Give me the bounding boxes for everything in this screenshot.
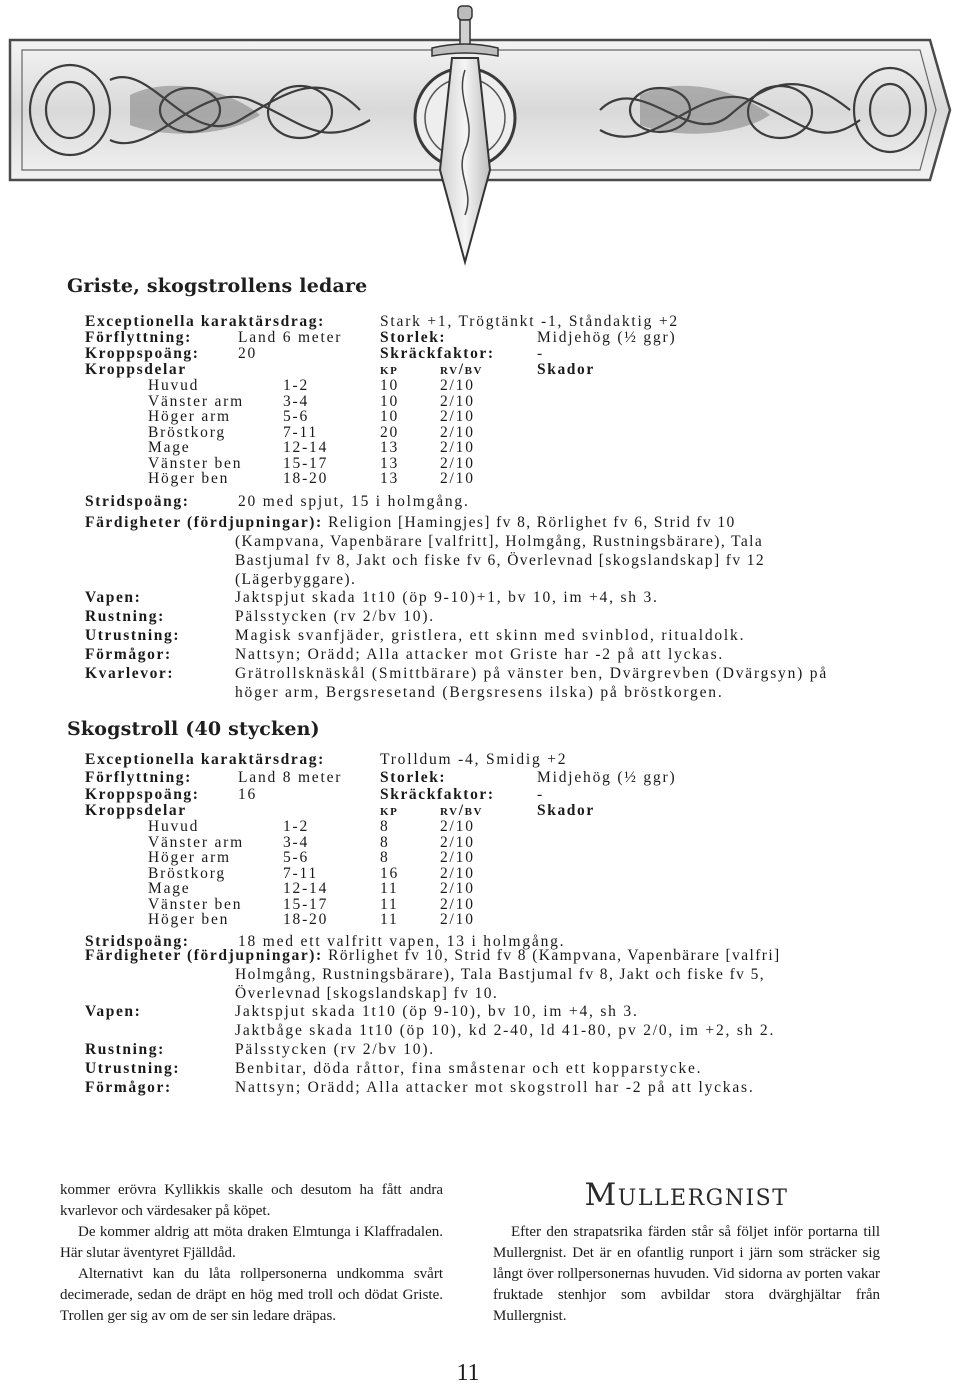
bodypart-rv: 2/10: [440, 454, 475, 472]
griste-skills-line: (Lägerbyggare).: [235, 571, 357, 588]
bodypart-range: 1-2: [283, 818, 310, 835]
bodypart-range: 18-20: [283, 470, 329, 487]
griste-remnants-label: Kvarlevor:: [85, 665, 175, 682]
griste-combat-value: 20 med spjut, 15 i holmgång.: [238, 493, 470, 510]
bodypart-range: 7-11: [283, 864, 319, 882]
bodypart-kp: 13: [380, 470, 400, 487]
bodypart-kp: 11: [380, 880, 399, 897]
body-paragraph: Efter den strapatsrika färden står så följet inför portarna till Mullergnist. Det är en ofantlig runport i järn som sträcker sig långt över rollpersonernas huvuden. Vid sidorna av porten vakar fruktade stenhjor som avbildar stora dvärghjältar från Mullergnist.: [493, 1224, 880, 1324]
bodypart-kp: 11: [380, 895, 399, 913]
body-paragraph: De kommer aldrig att möta draken Elmtunga i Klaffradalen. Här slutar äventyret Fjälldåd.: [60, 1224, 443, 1261]
bodypart-kp: 8: [380, 833, 390, 851]
troll-armor-label: Rustning:: [85, 1041, 165, 1058]
bodypart-name: Bröstkorg: [148, 423, 226, 441]
bodypart-kp: 11: [380, 911, 399, 928]
troll-exceptional-label: Exceptionella karaktärsdrag:: [85, 751, 325, 768]
griste-equipment-label: Utrustning:: [85, 627, 181, 644]
griste-fear-label: Skräckfaktor:: [380, 345, 495, 362]
bodypart-range: 12-14: [283, 880, 329, 897]
body-paragraph: kommer erövra Kyllikkis skalle och desutom ha fått andra kvarlevor och värdesaker på köpet.: [60, 1182, 443, 1219]
bodypart-rv: 2/10: [440, 377, 475, 394]
bodypart-range: 15-17: [283, 895, 329, 913]
troll-combat-label: Stridspoäng:: [85, 933, 190, 950]
knotwork-sword-banner: [0, 0, 960, 270]
troll-skills: [85, 946, 885, 1003]
bodypart-range: 15-17: [283, 454, 329, 472]
griste-skills-line: (Kampvana, Vapenbärare [valfritt], Holmgång, Rustningsbärare), Tala: [235, 533, 764, 550]
troll-armor-value: Pälsstycken (rv 2/bv 10).: [235, 1041, 435, 1058]
griste-skills: [85, 513, 885, 589]
troll-skills-label: Färdigheter (fördjupningar):: [85, 947, 323, 964]
bodypart-rv: 2/10: [440, 833, 475, 851]
bodypart-rv: 2/10: [440, 423, 475, 441]
griste-weapon-value: Jaktspjut skada 1t10 (öp 9-10)+1, bv 10, im +4, sh 3.: [235, 589, 659, 606]
bodypart-kp: 10: [380, 377, 400, 394]
troll-abilities-value: Nattsyn; Orädd; Alla attacker mot skogstroll har -2 på att lyckas.: [235, 1079, 755, 1096]
bodypart-name: Mage: [148, 880, 191, 897]
troll-bodyparts-label: Kroppsdelar: [85, 802, 187, 819]
bodypart-rv: 2/10: [440, 818, 475, 835]
bottom-right-column: [493, 1222, 880, 1327]
section-title: Mullergnist: [584, 1177, 789, 1213]
griste-abilities-value: Nattsyn; Orädd; Alla attacker mot Griste har -2 på att lyckas.: [235, 646, 725, 663]
bodypart-kp: 8: [380, 849, 390, 866]
griste-size-value: Midjehög (½ ggr): [537, 329, 677, 346]
griste-fear-value: -: [537, 345, 544, 362]
bodypart-rv: 2/10: [440, 392, 475, 410]
griste-movement-value: Land 6 meter: [238, 329, 343, 346]
bodypart-rv: 2/10: [440, 439, 475, 456]
troll-weapon-label: Vapen:: [85, 1003, 142, 1020]
bodypart-range: 18-20: [283, 911, 329, 928]
griste-heading: Griste, skogstrollens ledare: [67, 275, 368, 297]
troll-rv-header: rv/bv: [440, 802, 484, 819]
griste-hp-label: Kroppspoäng:: [85, 345, 200, 362]
bodypart-name: Höger arm: [148, 849, 231, 866]
griste-rv-header: rv/bv: [440, 361, 484, 378]
griste-skills-line: Religion [Hamingjes] fv 8, Rörlighet fv 6, Strid fv 10: [328, 514, 736, 531]
troll-hp-label: Kroppspoäng:: [85, 786, 200, 803]
troll-heading: Skogstroll (40 stycken): [67, 718, 320, 740]
bodypart-range: 3-4: [283, 392, 310, 410]
bodypart-name: Huvud: [148, 377, 200, 394]
troll-kp-header: kp: [380, 802, 399, 819]
bodypart-range: 12-14: [283, 439, 329, 456]
bodypart-kp: 13: [380, 439, 400, 456]
bodypart-name: Vänster ben: [148, 454, 243, 472]
bodypart-kp: 16: [380, 864, 400, 882]
bodypart-range: 3-4: [283, 833, 310, 851]
troll-equipment-value: Benbitar, döda råttor, fina småstenar och ett kopparstycke.: [235, 1060, 703, 1077]
bodypart-name: Vänster arm: [148, 392, 244, 410]
bodypart-name: Huvud: [148, 818, 200, 835]
bodypart-range: 1-2: [283, 377, 310, 394]
troll-skills-line: Holmgång, Rustningsbärare), Tala Bastjumal fv 8, Jakt och fiske fv 5,: [235, 966, 766, 983]
troll-size-label: Storlek:: [380, 769, 447, 786]
griste-kp-header: kp: [380, 361, 399, 378]
griste-combat-label: Stridspoäng:: [85, 493, 190, 510]
troll-skills-line: Rörlighet fv 10, Strid fv 8 (Kampvana, Vapenbärare [valfri]: [328, 947, 781, 964]
bodypart-kp: 10: [380, 392, 400, 410]
griste-abilities-label: Förmågor:: [85, 646, 172, 663]
troll-wounds-header: Skador: [537, 802, 595, 819]
griste-skills-line: Bastjumal fv 8, Jakt och fiske fv 6, Överlevnad [skogslandskap] fv 12: [235, 552, 766, 569]
troll-size-value: Midjehög (½ ggr): [537, 769, 677, 786]
bodypart-kp: 10: [380, 408, 400, 425]
bodypart-kp: 13: [380, 454, 400, 472]
troll-fear-value: -: [537, 786, 544, 803]
troll-combat-value: 18 med ett valfritt vapen, 13 i holmgång.: [238, 933, 566, 950]
troll-exceptional-value: Trolldum -4, Smidig +2: [380, 751, 568, 768]
bodypart-rv: 2/10: [440, 911, 475, 928]
bodypart-rv: 2/10: [440, 880, 475, 897]
griste-equipment-value: Magisk svanfjäder, gristlera, ett skinn med svinblod, ritualdolk.: [235, 627, 746, 644]
griste-bodyparts-label: Kroppsdelar: [85, 361, 187, 378]
troll-equipment-label: Utrustning:: [85, 1060, 181, 1077]
bodypart-range: 7-11: [283, 423, 319, 441]
bottom-left-column: [60, 1180, 443, 1327]
bodypart-name: Höger ben: [148, 911, 230, 928]
griste-skills-label: Färdigheter (fördjupningar):: [85, 514, 323, 531]
troll-movement-value: Land 8 meter: [238, 769, 343, 786]
banner-icon: [0, 0, 960, 270]
troll-weapon-line: Jaktspjut skada 1t10 (öp 9-10), bv 10, im +4, sh 3.: [235, 1003, 639, 1020]
griste-armor-value: Pälsstycken (rv 2/bv 10).: [235, 608, 435, 625]
griste-size-label: Storlek:: [380, 329, 447, 346]
griste-exceptional-value: Stark +1, Trögtänkt -1, Ståndaktig +2: [380, 313, 679, 330]
bodypart-rv: 2/10: [440, 864, 475, 882]
troll-fear-label: Skräckfaktor:: [380, 786, 495, 803]
bodypart-kp: 8: [380, 818, 390, 835]
griste-movement-label: Förflyttning:: [85, 329, 192, 346]
griste-wounds-header: Skador: [537, 361, 595, 378]
bodypart-range: 5-6: [283, 849, 310, 866]
bodypart-name: Bröstkorg: [148, 864, 226, 882]
griste-hp-value: 20: [238, 345, 258, 362]
bodypart-rv: 2/10: [440, 470, 475, 487]
bodypart-name: Vänster arm: [148, 833, 244, 851]
troll-movement-label: Förflyttning:: [85, 769, 192, 786]
troll-hp-value: 16: [238, 786, 258, 803]
troll-abilities-label: Förmågor:: [85, 1079, 172, 1096]
troll-weapon-line: Jaktbåge skada 1t10 (öp 10), kd 2-40, ld 41-80, pv 2/0, im +2, sh 2.: [235, 1022, 776, 1039]
page-number: 11: [456, 1360, 480, 1386]
griste-remnants-line: höger arm, Bergsresetand (Bergsresens ilska) på bröstkorgen.: [235, 684, 724, 701]
bodypart-range: 5-6: [283, 408, 310, 425]
bodypart-rv: 2/10: [440, 895, 475, 913]
bodypart-rv: 2/10: [440, 849, 475, 866]
troll-skills-line: Överlevnad [skogslandskap] fv 10.: [235, 985, 499, 1002]
bodypart-name: Höger ben: [148, 470, 230, 487]
bodypart-rv: 2/10: [440, 408, 475, 425]
griste-remnants-line: Grätrollsknäskål (Smittbärare) på vänster ben, Dvärgrevben (Dvärgsyn) på: [235, 665, 829, 682]
body-paragraph: Alternativt kan du låta rollpersonerna undkomma svårt decimerade, sedan de dräpt en hög med troll och dödat Griste. Trollen ger sig av om de ser sin ledare dräpas.: [60, 1266, 443, 1324]
griste-armor-label: Rustning:: [85, 608, 165, 625]
bodypart-name: Höger arm: [148, 408, 231, 425]
bodypart-name: Mage: [148, 439, 191, 456]
griste-weapon-label: Vapen:: [85, 589, 142, 606]
bodypart-name: Vänster ben: [148, 895, 243, 913]
bodypart-kp: 20: [380, 423, 400, 441]
griste-exceptional-label: Exceptionella karaktärsdrag:: [85, 313, 325, 330]
